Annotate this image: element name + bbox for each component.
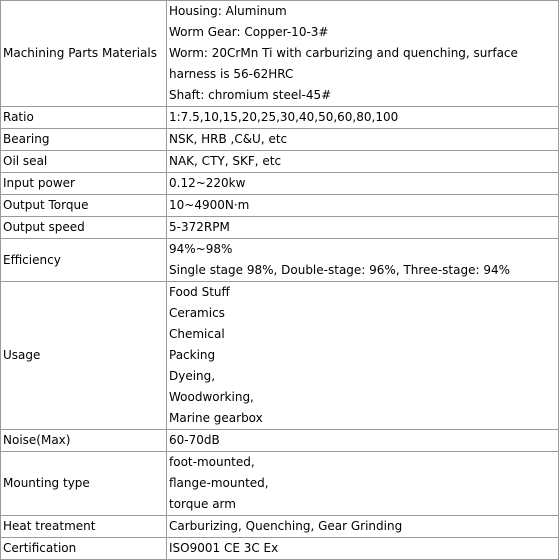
- value-line: Single stage 98%, Double-stage: 96%, Three-stage: 94%: [169, 263, 510, 277]
- row-value-bearing: [167, 129, 559, 151]
- row-label-heat-treatment: Heat treatment: [1, 516, 167, 538]
- table-row: [1, 1, 559, 107]
- row-value-input-power: [167, 173, 559, 195]
- table-row: [1, 282, 559, 430]
- value-line: 94%~98%: [169, 242, 233, 256]
- row-value-mounting-type: [167, 452, 559, 516]
- value-line: foot-mounted,: [169, 455, 255, 469]
- value-line: Packing: [169, 348, 216, 362]
- row-label-mounting-type: Mounting type: [1, 452, 167, 516]
- row-value-oil-seal: [167, 151, 559, 173]
- row-value-heat-treatment: [167, 516, 559, 538]
- value-line: Worm: 20CrMn Ti with carburizing and quenching, surface harness is 56-62HRC: [169, 46, 518, 81]
- table-row: [1, 516, 559, 538]
- value-line: Dyeing,: [169, 369, 216, 383]
- row-value-machining-parts-materials: [167, 1, 559, 107]
- value-line: Chemical: [169, 327, 225, 341]
- row-value-efficiency: [167, 239, 559, 282]
- value-line: Ceramics: [169, 306, 225, 320]
- row-value-output-speed: [167, 217, 559, 239]
- specification-table-body: [1, 1, 559, 560]
- row-label-output-torque: Output Torque: [1, 195, 167, 217]
- row-label-bearing: Bearing: [1, 129, 167, 151]
- value-line: Housing: Aluminum: [169, 4, 287, 18]
- row-label-machining-parts-materials: Machining Parts Materials: [1, 1, 167, 107]
- row-value-output-torque: [167, 195, 559, 217]
- row-label-efficiency: Efficiency: [1, 239, 167, 282]
- value-line: ISO9001 CE 3C Ex: [169, 541, 279, 555]
- row-label-certification: Certification: [1, 538, 167, 560]
- value-line: Food Stuff: [169, 285, 230, 299]
- value-line: 0.12~220kw: [169, 176, 246, 190]
- table-row: [1, 129, 559, 151]
- table-row: [1, 430, 559, 452]
- value-line: 1:7.5,10,15,20,25,30,40,50,60,80,100: [169, 110, 399, 124]
- value-line: Carburizing, Quenching, Gear Grinding: [169, 519, 403, 533]
- row-value-certification: [167, 538, 559, 560]
- value-line: NSK, HRB ,C&U, etc: [169, 132, 288, 146]
- table-row: [1, 195, 559, 217]
- table-row: [1, 239, 559, 282]
- row-label-usage: Usage: [1, 282, 167, 430]
- table-row: [1, 173, 559, 195]
- table-row: [1, 151, 559, 173]
- row-label-input-power: Input power: [1, 173, 167, 195]
- value-line: 60-70dB: [169, 433, 220, 447]
- table-row: [1, 107, 559, 129]
- value-line: flange-mounted,: [169, 476, 269, 490]
- row-label-noise-max: Noise(Max): [1, 430, 167, 452]
- value-line: 5-372RPM: [169, 220, 230, 234]
- row-label-ratio: Ratio: [1, 107, 167, 129]
- value-line: Marine gearbox: [169, 411, 263, 425]
- table-row: [1, 452, 559, 516]
- value-line: 10~4900N·m: [169, 198, 250, 212]
- table-row: [1, 538, 559, 560]
- value-line: Woodworking,: [169, 390, 254, 404]
- table-row: [1, 217, 559, 239]
- value-line: Shaft: chromium steel-45#: [169, 88, 332, 102]
- row-value-usage: [167, 282, 559, 430]
- row-label-oil-seal: Oil seal: [1, 151, 167, 173]
- value-line: torque arm: [169, 497, 236, 511]
- row-value-noise-max: [167, 430, 559, 452]
- value-line: Worm Gear: Copper-10-3#: [169, 25, 329, 39]
- row-label-output-speed: Output speed: [1, 217, 167, 239]
- value-line: NAK, CTY, SKF, etc: [169, 154, 282, 168]
- row-value-ratio: [167, 107, 559, 129]
